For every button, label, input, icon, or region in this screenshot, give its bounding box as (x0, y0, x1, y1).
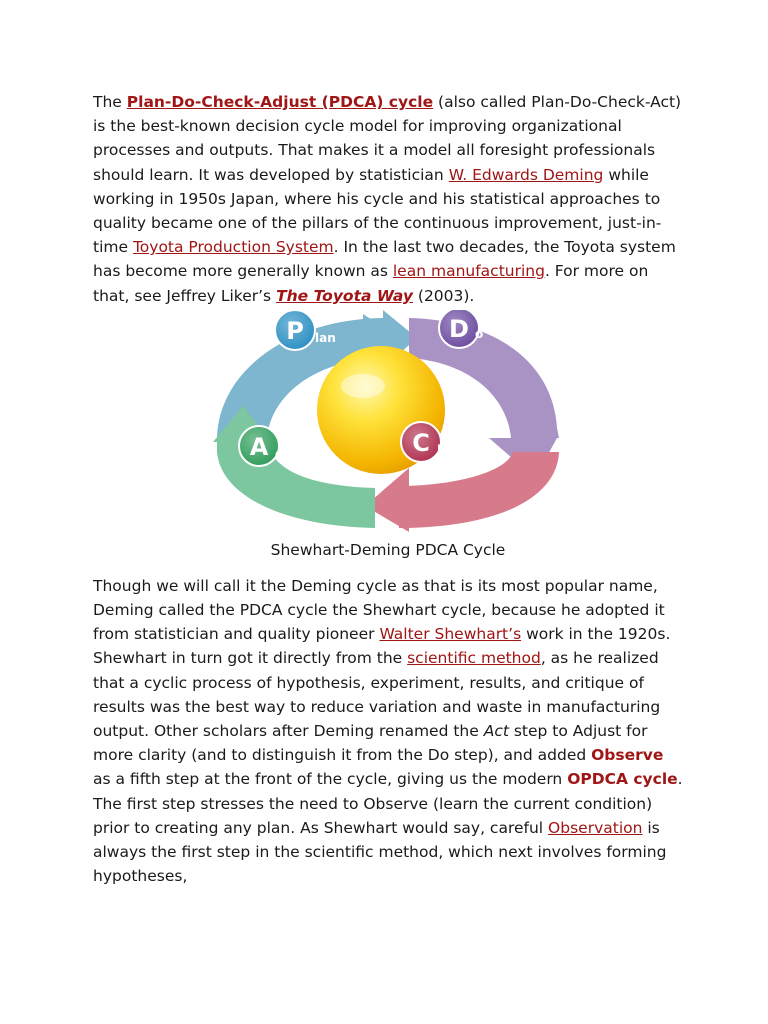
link-edwards-deming[interactable]: W. Edwards Deming (448, 165, 604, 184)
link-the-toyota-way[interactable]: The Toyota Way (276, 286, 413, 305)
article-body (93, 90, 683, 888)
text-run: work in the 1920s. Shewhart in turn got it directly from the (93, 625, 671, 668)
figure-caption: Shewhart-Deming PDCA Cycle (270, 540, 506, 559)
keyword-opdca-cycle: OPDCA cycle (567, 770, 678, 789)
paragraph-deming-cycle (93, 574, 683, 889)
text-run: step to Adjust for more clarity (and to distinguish it from the Do step), and added (93, 722, 648, 765)
check-suffix: heck (437, 442, 469, 457)
link-walter-shewhart[interactable]: Walter Shewhart’s (379, 625, 522, 644)
plan-suffix: lan (315, 330, 336, 345)
link-observation[interactable]: Observation (548, 818, 643, 837)
text-run: The (93, 93, 127, 111)
link-pdca-cycle[interactable]: Plan-Do-Check-Adjust (PDCA) cycle (126, 93, 434, 111)
plan-initial: P (286, 316, 304, 345)
text-run: Though we will call it the Deming cycle as that is its most popular name, Deming called the PDCA cycle the Shewhart cycle, because he adopted it from statistician and quality pioneer (93, 576, 665, 644)
pdca-cycle-figure (93, 310, 683, 532)
link-toyota-production-system[interactable]: Toyota Production System (132, 238, 334, 257)
text-run: . The first step stresses the need to Observe (learn the current condition) prior to creating any plan. As Shewhart would say, careful (93, 770, 683, 837)
emphasis-act: Act (483, 722, 509, 741)
text-run: is always the first step in the scientific method, which next involves forming hypotheses, (93, 818, 667, 886)
pdca-cycle-diagram (213, 310, 563, 532)
check-ring (399, 452, 559, 528)
check-initial: C (412, 428, 430, 457)
act-initial: A (249, 432, 269, 461)
text-run: , as he realized that a cyclic process of hypothesis, experiment, results, and critique of results was the best way to reduce variation and waste in manufacturing output. Other scholars after Deming renamed the (93, 649, 661, 741)
keyword-observe: Observe (591, 746, 664, 765)
text-run: . In the last two decades, the Toyota system has become more generally known as (93, 238, 676, 281)
link-lean-manufacturing[interactable]: lean manufacturing (392, 262, 545, 281)
paragraph-intro (93, 90, 683, 308)
text-run: (also called Plan-Do-Check-Act) is the best-known decision cycle model for improving organizational processes and outputs. That makes it a model all foresight professionals should learn. It was developed by statistician (93, 93, 682, 184)
act-badge (239, 426, 288, 466)
act-suffix: ct (275, 446, 288, 461)
text-run: while working in 1950s Japan, where his cycle and his statistical approaches to quality became one of the pillars of the continuous improvement, just-in-time (93, 165, 662, 257)
text-run: as a fifth step at the front of the cycle, giving us the modern (93, 770, 568, 789)
do-initial: D (449, 314, 469, 343)
do-suffix: o (475, 326, 484, 341)
text-run: . For more on that, see Jeffrey Liker’s (93, 262, 649, 305)
text-run: (2003). (412, 286, 475, 305)
link-scientific-method[interactable]: scientific method (407, 649, 541, 668)
check-badge (401, 422, 470, 462)
